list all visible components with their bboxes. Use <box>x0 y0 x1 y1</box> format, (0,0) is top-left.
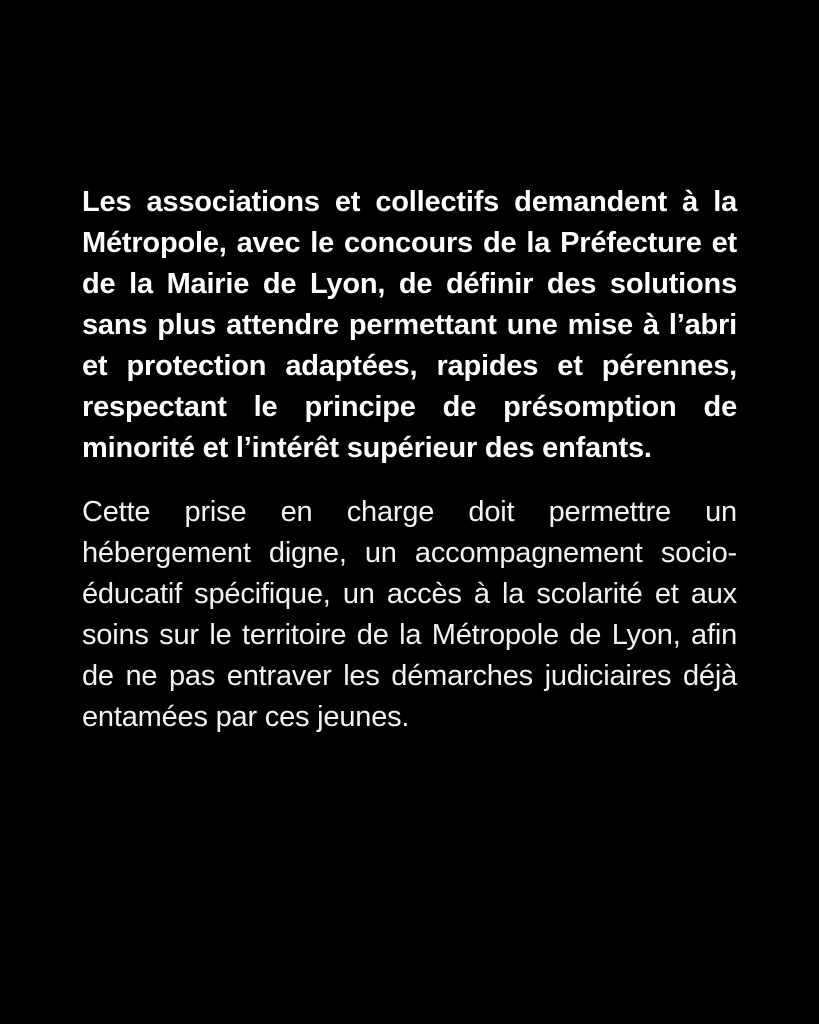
paragraph-demands: Les associations et collectifs demandent à la Métropole, avec le concours de la Préfecture et de la Mairie de Lyon, de définir des solutions sans plus attendre permettant une mise à l’abri et protection adaptées, rapides et pérennes, respectant le principe de présomption de minorité et l’intérêt supérieur des enfants. <box>82 186 737 464</box>
paragraph-care-details: Cette prise en charge doit permettre un hébergement digne, un accompagnement socio-éducatif spécifique, un accès à la scolarité et aux soins sur le territoire de la Métropole de Lyon, afin de ne pas entraver les démarches judiciaires déjà entamées par ces jeunes. <box>82 496 737 733</box>
text-block <box>82 182 737 738</box>
